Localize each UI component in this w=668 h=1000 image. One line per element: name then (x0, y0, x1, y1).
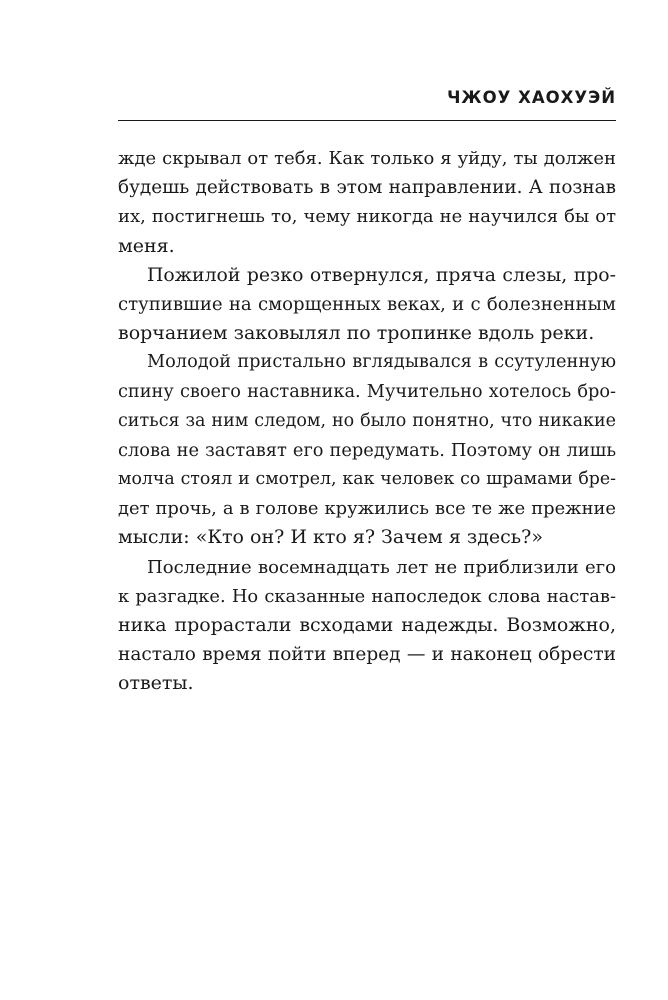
running-head-title: ЧЖОУ ХАОХУЭЙ (447, 88, 616, 107)
text-line: жде скрывал от тебя. Как только я уйду, ты должен (118, 148, 616, 169)
body-text (118, 144, 616, 699)
paragraph-first-line: Молодой пристально вглядывался в ссутуленную (147, 352, 616, 373)
text-line: ступившие на сморщенных веках, и с болезненным (118, 293, 616, 315)
text-line: их, постигнешь то, чему никогда не научился бы от (118, 206, 616, 228)
text-line: мысли: «Кто он? И кто я? Зачем я здесь?» (118, 526, 543, 549)
paragraph-first-line: Пожилой резко отвернулся, пряча слезы, про- (147, 264, 616, 286)
text-line: слова не заставят его передумать. Поэтому он лишь (118, 439, 616, 461)
text-line: ситься за ним следом, но было понятно, что никакие (118, 410, 616, 431)
text-line: ника прорастали всходами надежды. Возможно, (118, 614, 616, 636)
text-line: молча стоял и смотрел, как человек со шрамами бре- (118, 469, 616, 490)
text-line: будешь действовать в этом направлении. А познав (118, 177, 616, 199)
text-line: меня. (118, 234, 175, 257)
text-line: дет прочь, а в голове кружились все те же прежние (118, 498, 616, 520)
text-line: спину своего наставника. Мучительно хотелось бро- (118, 381, 616, 402)
text-line: ответы. (118, 672, 194, 695)
paragraph-first-line: Последние восемнадцать лет не приблизили его (147, 556, 616, 578)
header-rule (118, 120, 616, 121)
text-line: настало время пойти вперед — и наконец обрести (118, 644, 616, 666)
text-line: к разгадке. Но сказанные напоследок слова настав- (118, 585, 616, 607)
text-line: ворчанием заковылял по тропинке вдоль реки. (118, 322, 595, 345)
